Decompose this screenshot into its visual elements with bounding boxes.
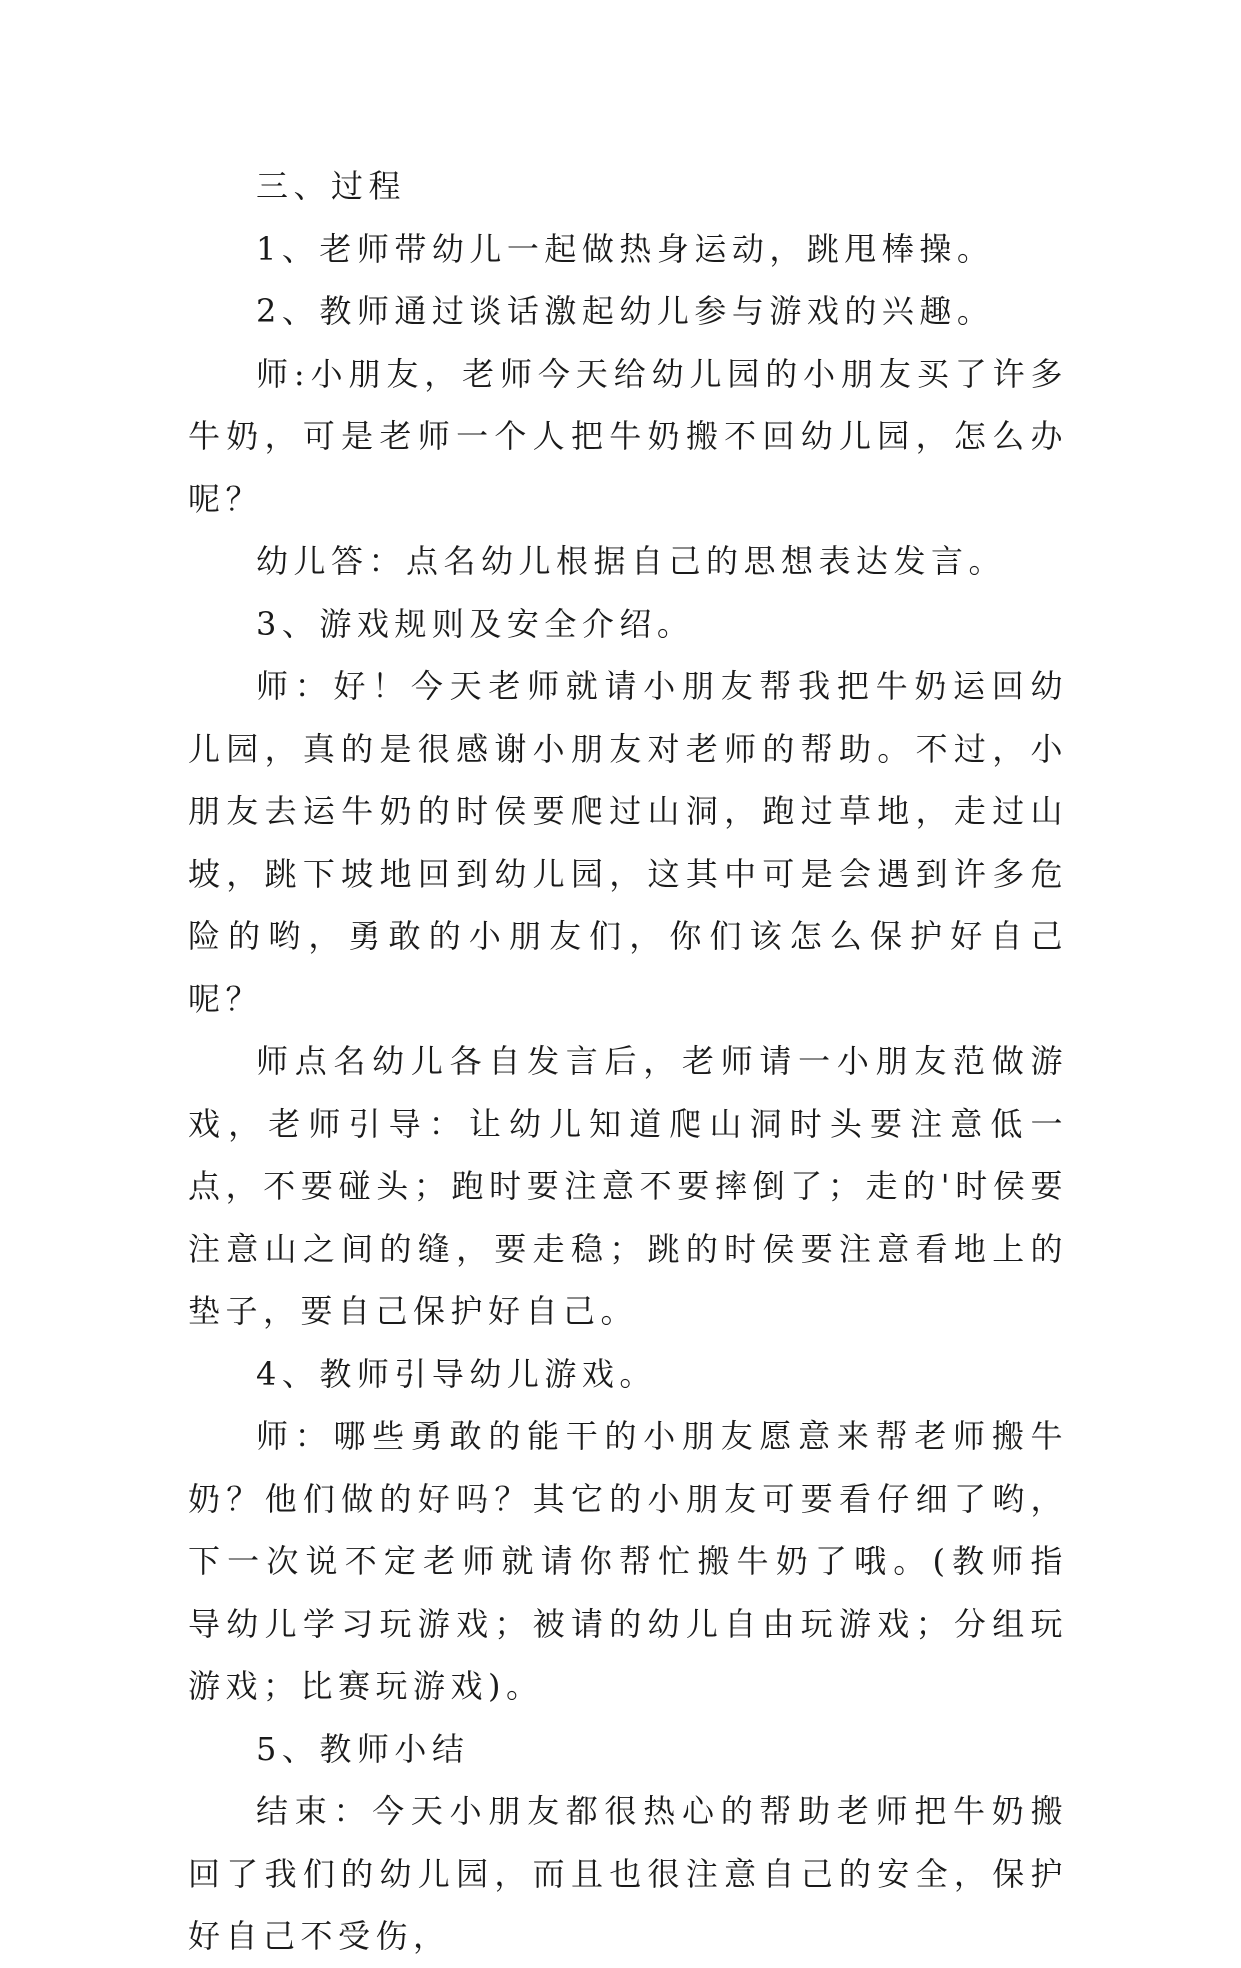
section-heading: 三、过程	[256, 167, 407, 205]
conclusion-paragraph: 结束：今天小朋友都很热心的帮助老师把牛奶搬回了我们的幼儿园，而且也很注意自己的安全，保护好自己不受伤，	[188, 1792, 1068, 1955]
child-answer-paragraph: 幼儿答：点名幼儿根据自己的思想表达发言。	[256, 542, 1007, 580]
teacher-dialogue-paragraph: 师:小朋友，老师今天给幼儿园的小朋友买了许多牛奶，可是老师一个人把牛奶搬不回幼儿园，怎么办呢？	[188, 354, 1068, 518]
teacher-dialogue-paragraph: 师：哪些勇敢的能干的小朋友愿意来帮老师搬牛奶？他们做的好吗？其它的小朋友可要看仔细了哟，下一次说不定老师就请你帮忙搬牛奶了哦。(教师指导幼儿学习玩游戏；被请的幼儿自由玩游戏；分组玩游戏；比赛玩游戏)。	[188, 1417, 1068, 1705]
step-3-paragraph: 3、游戏规则及安全介绍。	[256, 604, 695, 643]
step-1-paragraph: 1、老师带幼儿一起做热身运动，跳甩棒操。	[256, 229, 995, 268]
teacher-dialogue-paragraph: 师：好！今天老师就请小朋友帮我把牛奶运回幼儿园，真的是很感谢小朋友对老师的帮助。不过，小朋友去运牛奶的时侯要爬过山洞，跑过草地，走过山坡，跳下坡地回到幼儿园，这其中可是会遇到许多危险的哟，勇敢的小朋友们，你们该怎么保护好自己呢？	[188, 667, 1068, 1018]
step-4-paragraph: 4、教师引导幼儿游戏。	[256, 1354, 657, 1393]
document-page	[188, 155, 1068, 1968]
teacher-guidance-paragraph: 师点名幼儿各自发言后，老师请一小朋友范做游戏，老师引导：让幼儿知道爬山洞时头要注意低一点，不要碰头；跑时要注意不要摔倒了；走的'时侯要注意山之间的缝，要走稳；跳的时侯要注意看地上的垫子，要自己保护好自己。	[188, 1042, 1068, 1330]
step-2-paragraph: 2、教师通过谈话激起幼儿参与游戏的兴趣。	[256, 292, 995, 330]
step-5-paragraph: 5、教师小结	[256, 1729, 470, 1768]
